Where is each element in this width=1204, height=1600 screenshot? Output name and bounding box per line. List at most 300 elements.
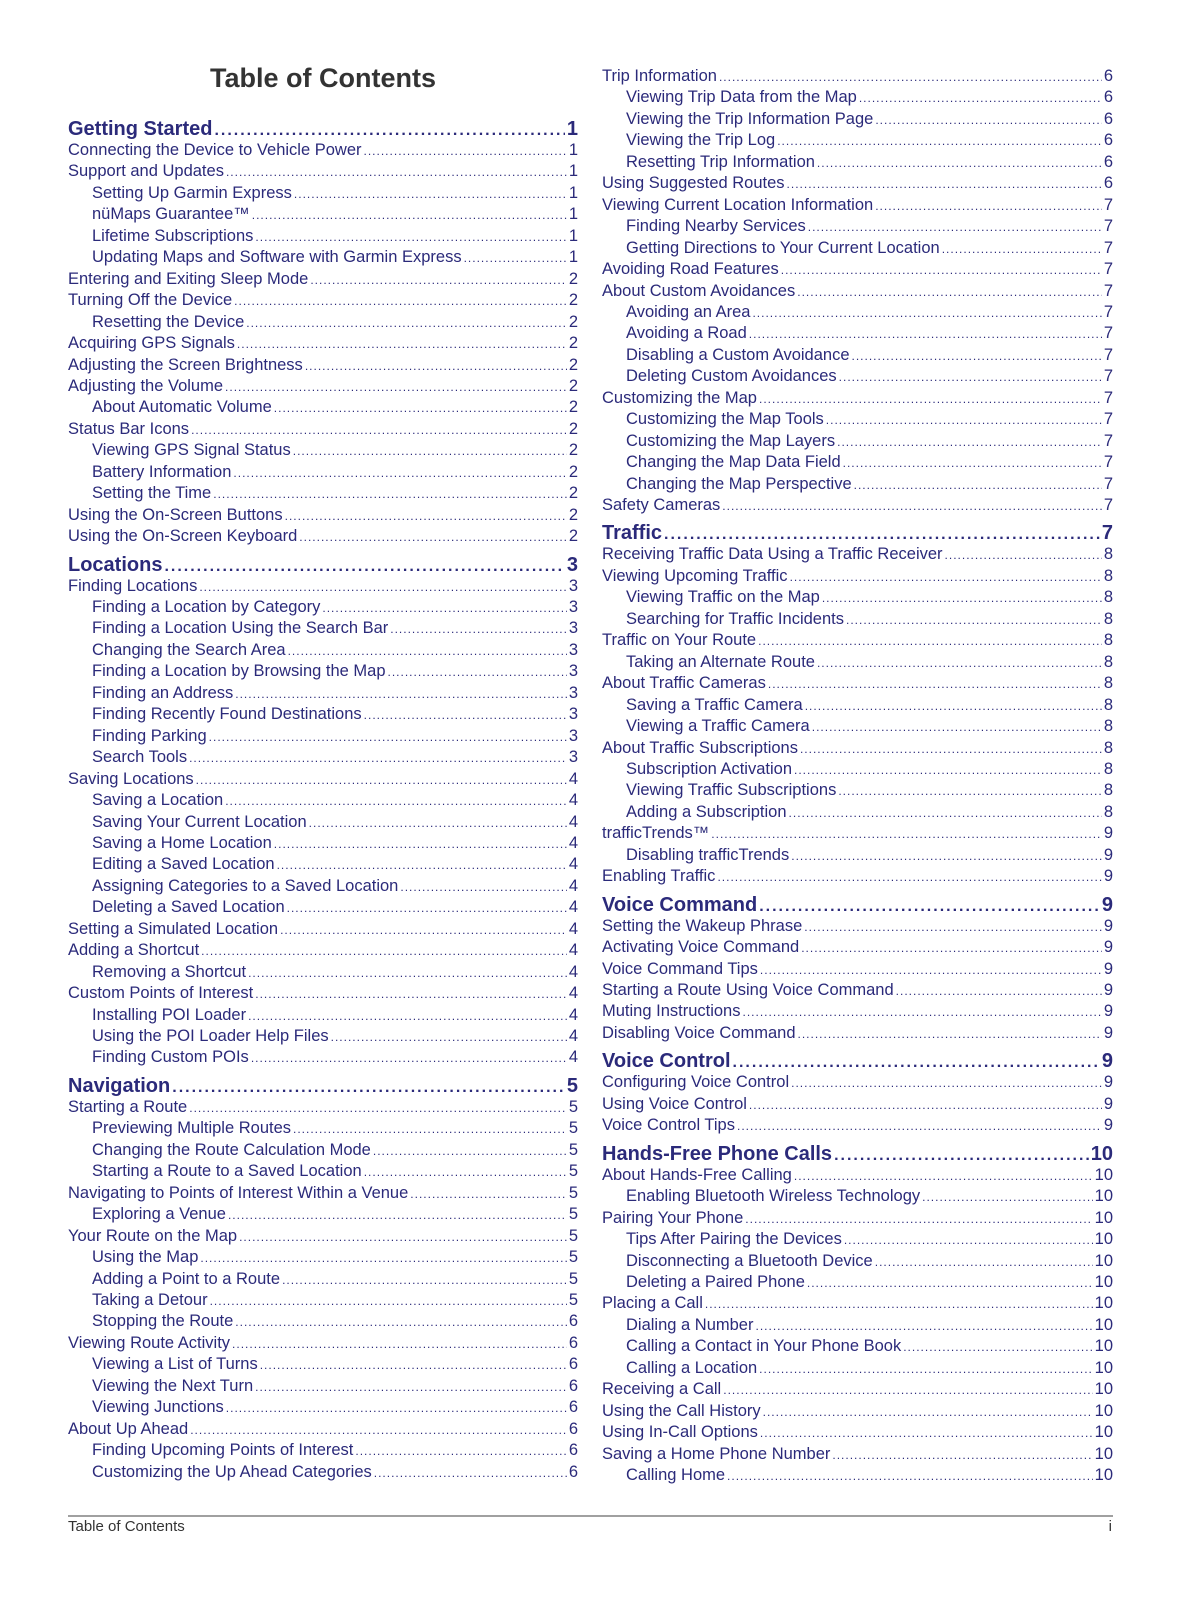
toc-entry[interactable] (602, 366, 1113, 387)
toc-entry[interactable] (68, 1226, 578, 1247)
toc-page-number: 3 (566, 553, 578, 576)
toc-entry[interactable] (68, 140, 578, 161)
dot-leader (209, 727, 567, 748)
toc-entry[interactable] (68, 919, 578, 940)
toc-entry-title: Safety Cameras (602, 496, 721, 514)
toc-page-number: 4 (568, 1048, 578, 1067)
toc-entry[interactable] (602, 109, 1113, 130)
toc-entry-title: Trip Information (602, 67, 717, 85)
dot-leader (287, 898, 567, 919)
toc-entry[interactable] (68, 312, 578, 333)
toc-entry[interactable] (602, 302, 1113, 323)
toc-entry-title: Using Suggested Routes (602, 174, 785, 193)
dot-leader (213, 484, 567, 505)
toc-page-number: 9 (1101, 893, 1113, 916)
toc-entry[interactable] (602, 738, 1113, 759)
toc-page-number: 7 (1103, 195, 1113, 214)
toc-entry-title: Enabling Bluetooth Wireless Technology (626, 1187, 921, 1206)
dot-leader (749, 324, 1102, 345)
toc-entry[interactable] (602, 845, 1113, 866)
toc-entry[interactable] (602, 1208, 1113, 1229)
toc-entry[interactable] (602, 173, 1113, 194)
toc-entry[interactable] (68, 897, 578, 918)
toc-entry[interactable] (602, 959, 1113, 980)
toc-entry[interactable] (68, 226, 578, 247)
toc-entry[interactable] (68, 1311, 578, 1332)
toc-page-number: 8 (1103, 652, 1113, 671)
toc-entry[interactable] (602, 1401, 1113, 1422)
dot-leader (837, 432, 1102, 453)
toc-entry[interactable] (602, 495, 1113, 516)
dot-leader (745, 1209, 1092, 1230)
dot-leader (755, 1316, 1092, 1337)
dot-leader (737, 1116, 1102, 1137)
toc-entry[interactable] (602, 802, 1113, 823)
toc-entry[interactable] (68, 790, 578, 811)
toc-entry-title: About Custom Avoidances (602, 281, 796, 300)
dot-leader (760, 960, 1102, 981)
toc-entry-title: Deleting a Saved Location (92, 898, 285, 917)
toc-page-number: 9 (1103, 1094, 1113, 1113)
toc-page-number: 10 (1094, 1401, 1113, 1420)
toc-entry[interactable] (68, 962, 578, 983)
toc-entry[interactable] (602, 1358, 1113, 1379)
toc-page-number: 6 (568, 1462, 578, 1481)
toc-entry[interactable] (602, 587, 1113, 608)
toc-entry[interactable] (602, 1293, 1113, 1314)
toc-entry[interactable] (602, 216, 1113, 237)
toc-entry[interactable] (602, 673, 1113, 694)
toc-entry[interactable] (602, 259, 1113, 280)
toc-page-number: 9 (1103, 824, 1113, 843)
toc-entry[interactable] (68, 876, 578, 897)
toc-entry[interactable] (68, 1462, 578, 1483)
page-title: Table of Contents (210, 63, 436, 93)
toc-entry-title: Finding an Address (92, 683, 234, 702)
toc-entry[interactable] (602, 916, 1113, 937)
toc-entry-title: Finding Nearby Services (626, 217, 806, 236)
toc-entry[interactable] (602, 1072, 1113, 1093)
toc-entry[interactable] (602, 1336, 1113, 1357)
toc-page-number: 10 (1094, 1380, 1113, 1399)
toc-entry-title: Viewing Traffic Subscriptions (626, 781, 837, 800)
toc-entry[interactable] (68, 419, 578, 440)
toc-page-number: 4 (568, 1005, 578, 1024)
toc-page-number: 9 (1103, 1023, 1113, 1042)
dot-leader (305, 356, 567, 377)
toc-page-number: 5 (568, 1290, 578, 1309)
toc-entry-title: Calling a Contact in Your Phone Book (626, 1337, 902, 1356)
toc-entry-title: Custom Points of Interest (68, 984, 254, 1003)
toc-entry-title: Battery Information (92, 462, 232, 481)
toc-entry-title: Viewing the Trip Information Page (626, 109, 874, 128)
dot-leader (274, 398, 567, 419)
toc-entry-title: Searching for Traffic Incidents (626, 609, 844, 628)
toc-entry[interactable] (68, 247, 578, 268)
toc-page-number: 10 (1094, 1294, 1113, 1313)
toc-entry[interactable] (68, 333, 578, 354)
toc-entry-title: Customizing the Map (602, 388, 757, 407)
toc-entry[interactable] (68, 1376, 578, 1397)
toc-page-number: 8 (1103, 738, 1113, 757)
toc-entry[interactable] (602, 980, 1113, 1001)
toc-entry[interactable] (68, 1397, 578, 1418)
toc-entry-title: Starting a Route (68, 1097, 188, 1116)
toc-entry-title: Using the POI Loader Help Files (92, 1027, 329, 1045)
toc-page-number: 7 (1103, 474, 1113, 493)
toc-page-number: 4 (568, 941, 578, 960)
toc-entry-title: Disabling trafficTrends (626, 845, 790, 864)
dot-leader (800, 739, 1102, 760)
toc-entry[interactable] (602, 474, 1113, 495)
toc-section-heading[interactable] (602, 892, 1113, 918)
toc-page-number: 3 (568, 748, 578, 767)
dot-leader (752, 303, 1101, 324)
toc-entry[interactable] (68, 747, 578, 768)
toc-page-number: 10 (1094, 1272, 1113, 1291)
toc-entry[interactable] (602, 544, 1113, 565)
toc-page-number: 7 (1103, 410, 1113, 429)
dot-leader (196, 770, 567, 791)
toc-page-number: 6 (568, 1398, 578, 1417)
dot-leader (248, 963, 567, 984)
toc-page-number: 4 (568, 984, 578, 1003)
toc-entry[interactable] (602, 452, 1113, 473)
toc-entry-title: About Automatic Volume (92, 398, 272, 417)
dot-leader (235, 1312, 567, 1333)
dot-leader (844, 1230, 1093, 1251)
toc-entry[interactable] (68, 1097, 578, 1118)
dot-leader (364, 705, 567, 726)
toc-entry[interactable] (602, 630, 1113, 651)
toc-entry-title: Your Route on the Map (68, 1226, 238, 1245)
toc-entry[interactable] (68, 1290, 578, 1311)
toc-entry-title: Navigation (68, 1074, 171, 1097)
toc-page-number: 9 (1101, 1050, 1113, 1073)
toc-entry[interactable] (602, 1315, 1113, 1336)
toc-section-heading[interactable] (68, 1073, 578, 1099)
dot-leader (228, 1205, 567, 1226)
toc-page-number: 10 (1094, 1423, 1113, 1442)
toc-entry-title: Changing the Map Data Field (626, 453, 841, 472)
toc-entry[interactable] (68, 704, 578, 725)
dot-leader (817, 153, 1102, 174)
toc-entry-title: Acquiring GPS Signals (68, 334, 235, 353)
toc-entry[interactable] (68, 1161, 578, 1182)
toc-entry[interactable] (68, 769, 578, 790)
toc-entry[interactable] (602, 759, 1113, 780)
toc-entry[interactable] (68, 483, 578, 504)
toc-entry-title: Hands-Free Phone Calls (602, 1142, 833, 1165)
toc-entry[interactable] (68, 355, 578, 376)
toc-entry[interactable] (602, 1094, 1113, 1115)
dot-leader (781, 260, 1102, 281)
toc-entry[interactable] (68, 597, 578, 618)
toc-entry[interactable] (602, 1444, 1113, 1465)
toc-entry[interactable] (602, 388, 1113, 409)
toc-page-number: 10 (1094, 1466, 1113, 1484)
toc-entry-title: Setting a Simulated Location (68, 919, 279, 938)
dot-leader (364, 141, 567, 162)
toc-entry-title: Entering and Exiting Sleep Mode (68, 269, 309, 288)
toc-entry[interactable] (602, 652, 1113, 673)
toc-entry[interactable] (68, 640, 578, 661)
toc-page-number: 5 (568, 1183, 578, 1202)
toc-entry-title: Updating Maps and Software with Garmin Express (92, 248, 462, 267)
toc-section-heading[interactable] (602, 1048, 1113, 1074)
toc-entry[interactable] (602, 1379, 1113, 1400)
dot-leader (711, 824, 1102, 845)
toc-entry[interactable] (602, 345, 1113, 366)
toc-entry[interactable] (602, 409, 1113, 430)
toc-page-number: 5 (568, 1140, 578, 1159)
footer-divider (68, 1515, 1113, 1517)
toc-entry[interactable] (602, 566, 1113, 587)
dot-leader (233, 463, 566, 484)
dot-leader (790, 567, 1102, 588)
toc-entry-title: Resetting Trip Information (626, 152, 815, 171)
toc-entry-title: About Traffic Cameras (602, 674, 766, 693)
toc-entry[interactable] (68, 1005, 578, 1026)
toc-page-number: 4 (568, 919, 578, 938)
dot-leader (843, 453, 1102, 474)
dot-leader (791, 1073, 1102, 1094)
toc-page-number: 7 (1103, 453, 1113, 472)
toc-section-heading[interactable] (68, 552, 578, 578)
toc-page-number: 6 (1103, 109, 1113, 128)
toc-page-number: 1 (568, 205, 578, 224)
toc-entry[interactable] (602, 1165, 1113, 1186)
dot-leader (758, 631, 1102, 652)
dot-leader (826, 410, 1102, 431)
toc-entry-title: Voice Command Tips (602, 959, 758, 978)
toc-entry-title: Finding a Location Using the Search Bar (92, 619, 389, 638)
toc-entry-title: Viewing GPS Signal Status (92, 441, 291, 460)
toc-page-number: 2 (568, 505, 578, 524)
toc-entry[interactable] (68, 1026, 578, 1047)
toc-entry-title: Deleting Custom Avoidances (626, 367, 837, 386)
toc-entry-title: Status Bar Icons (68, 419, 190, 438)
toc-entry[interactable] (68, 983, 578, 1004)
toc-entry[interactable] (602, 866, 1113, 887)
dot-leader (723, 1380, 1092, 1401)
toc-entry[interactable] (602, 130, 1113, 151)
toc-page-number: 8 (1103, 695, 1113, 714)
dot-leader (373, 1141, 567, 1162)
toc-entry[interactable] (68, 290, 578, 311)
toc-page-number: 2 (568, 269, 578, 288)
toc-page-number: 4 (568, 962, 578, 981)
toc-entry[interactable] (68, 462, 578, 483)
toc-page-number: 8 (1103, 545, 1113, 564)
toc-entry[interactable] (602, 695, 1113, 716)
toc-entry[interactable] (68, 183, 578, 204)
toc-entry-title: Viewing the Next Turn (92, 1376, 254, 1395)
toc-page-number: 7 (1103, 217, 1113, 236)
toc-page-number: 2 (568, 462, 578, 481)
toc-entry[interactable] (602, 1229, 1113, 1250)
dot-leader (274, 834, 567, 855)
toc-entry-title: Finding Parking (92, 726, 207, 745)
toc-entry[interactable] (602, 1272, 1113, 1293)
dot-leader (200, 1248, 566, 1269)
toc-entry[interactable] (602, 152, 1113, 173)
toc-entry[interactable] (68, 576, 578, 597)
toc-entry[interactable] (68, 526, 578, 547)
toc-entry[interactable] (68, 618, 578, 639)
toc-entry-title: Receiving a Call (602, 1380, 722, 1399)
toc-entry[interactable] (602, 87, 1113, 108)
toc-entry-title: Traffic (602, 522, 663, 545)
toc-entry[interactable] (602, 195, 1113, 216)
toc-page-number: 4 (568, 769, 578, 788)
toc-entry[interactable] (68, 376, 578, 397)
toc-entry[interactable] (68, 661, 578, 682)
dot-leader (854, 475, 1102, 496)
toc-entry[interactable] (68, 505, 578, 526)
toc-entry[interactable] (68, 940, 578, 961)
toc-entry-title: Viewing Trip Data from the Map (626, 88, 857, 107)
dot-leader (794, 760, 1102, 781)
toc-entry[interactable] (68, 397, 578, 418)
toc-entry[interactable] (602, 823, 1113, 844)
toc-entry[interactable] (68, 204, 578, 225)
toc-page-number: 4 (568, 812, 578, 831)
toc-page-number: 4 (568, 876, 578, 895)
toc-entry-title: Installing POI Loader (92, 1005, 247, 1024)
toc-entry-title: Saving a Traffic Camera (626, 695, 803, 714)
toc-page-number: 1 (568, 162, 578, 181)
toc-entry[interactable] (602, 281, 1113, 302)
toc-entry[interactable] (68, 726, 578, 747)
toc-entry[interactable] (68, 1247, 578, 1268)
toc-section-heading[interactable] (602, 520, 1113, 546)
dot-leader (812, 717, 1102, 738)
toc-entry[interactable] (68, 1183, 578, 1204)
dot-leader (798, 1024, 1102, 1045)
toc-entry-title: Muting Instructions (602, 1002, 741, 1021)
toc-entry-title: Assigning Categories to a Saved Location (92, 876, 399, 895)
toc-entry[interactable] (68, 1118, 578, 1139)
toc-entry[interactable] (602, 1251, 1113, 1272)
dot-leader (749, 1095, 1102, 1116)
toc-page-number: 3 (568, 705, 578, 724)
toc-entry[interactable] (68, 1047, 578, 1068)
toc-entry[interactable] (68, 1269, 578, 1290)
toc-entry[interactable] (68, 269, 578, 290)
dot-leader (390, 619, 567, 640)
toc-entry[interactable] (602, 1001, 1113, 1022)
toc-entry-title: Saving a Location (92, 791, 224, 810)
dot-leader (896, 981, 1102, 1002)
toc-entry-title: Turning Off the Device (68, 291, 233, 310)
dot-leader (804, 917, 1102, 938)
toc-entry[interactable] (68, 1440, 578, 1461)
toc-page-number: 3 (568, 683, 578, 702)
toc-page-number: 2 (568, 291, 578, 310)
toc-section-heading[interactable] (602, 1141, 1113, 1167)
dot-leader (252, 205, 567, 226)
dot-leader (464, 248, 567, 269)
dot-leader (742, 1002, 1101, 1023)
toc-page-number: 7 (1103, 367, 1113, 386)
toc-entry-title: Finding Recently Found Destinations (92, 705, 362, 724)
dot-leader (822, 588, 1102, 609)
toc-entry-title: Viewing a Traffic Camera (626, 717, 810, 736)
toc-entry[interactable] (602, 1186, 1113, 1207)
dot-leader (226, 1398, 567, 1419)
dot-leader (705, 1294, 1093, 1315)
toc-entry[interactable] (68, 161, 578, 182)
dot-leader (875, 196, 1102, 217)
toc-entry-title: Finding Locations (68, 576, 198, 595)
toc-entry[interactable] (602, 1023, 1113, 1044)
toc-entry[interactable] (602, 431, 1113, 452)
toc-page-number: 7 (1103, 324, 1113, 343)
toc-page-number: 6 (1103, 88, 1113, 107)
toc-page-number: 8 (1103, 609, 1113, 628)
dot-leader (846, 610, 1102, 631)
toc-entry[interactable] (68, 833, 578, 854)
toc-entry-title: Getting Started (68, 118, 213, 140)
toc-page-number: 2 (568, 355, 578, 374)
toc-entry-title: Taking a Detour (92, 1290, 208, 1309)
toc-entry[interactable] (602, 1465, 1113, 1486)
toc-entry[interactable] (602, 66, 1113, 87)
toc-entry-title: Dialing a Number (626, 1315, 754, 1334)
toc-entry-title: trafficTrends™ (602, 824, 710, 843)
toc-entry[interactable] (68, 1204, 578, 1225)
toc-entry[interactable] (602, 937, 1113, 958)
dot-leader (201, 941, 567, 962)
toc-section-heading[interactable] (68, 116, 578, 142)
dot-leader (191, 420, 567, 441)
dot-leader (942, 239, 1102, 260)
toc-entry[interactable] (68, 812, 578, 833)
toc-entry-title: Saving Your Current Location (92, 812, 307, 831)
dot-leader (355, 1441, 566, 1462)
toc-entry[interactable] (602, 1422, 1113, 1443)
dot-leader (768, 674, 1102, 695)
toc-entry[interactable] (68, 440, 578, 461)
dot-leader (787, 174, 1102, 195)
toc-entry-title: Viewing Upcoming Traffic (602, 566, 788, 585)
dot-leader (285, 506, 567, 527)
toc-entry[interactable] (602, 323, 1113, 344)
toc-page-number: 7 (1103, 281, 1113, 300)
toc-entry[interactable] (68, 1140, 578, 1161)
toc-entry[interactable] (602, 780, 1113, 801)
toc-entry-title: Customizing the Up Ahead Categories (92, 1462, 372, 1481)
toc-entry[interactable] (68, 1333, 578, 1354)
toc-entry[interactable] (602, 238, 1113, 259)
toc-page-number: 9 (1103, 845, 1113, 864)
toc-entry[interactable] (68, 683, 578, 704)
toc-page-number: 10 (1094, 1444, 1113, 1463)
toc-entry[interactable] (602, 716, 1113, 737)
toc-entry[interactable] (602, 609, 1113, 630)
toc-entry-title: Finding a Location by Category (92, 598, 321, 616)
toc-entry-title: Viewing the Trip Log (626, 131, 776, 150)
toc-page-number: 6 (568, 1312, 578, 1331)
toc-page-number: 2 (568, 376, 578, 395)
toc-entry[interactable] (602, 1115, 1113, 1136)
toc-page-number: 9 (1103, 938, 1113, 957)
toc-entry-title: Stopping the Route (92, 1312, 234, 1331)
toc-entry[interactable] (68, 854, 578, 875)
toc-entry[interactable] (68, 1419, 578, 1440)
toc-entry[interactable] (68, 1354, 578, 1375)
